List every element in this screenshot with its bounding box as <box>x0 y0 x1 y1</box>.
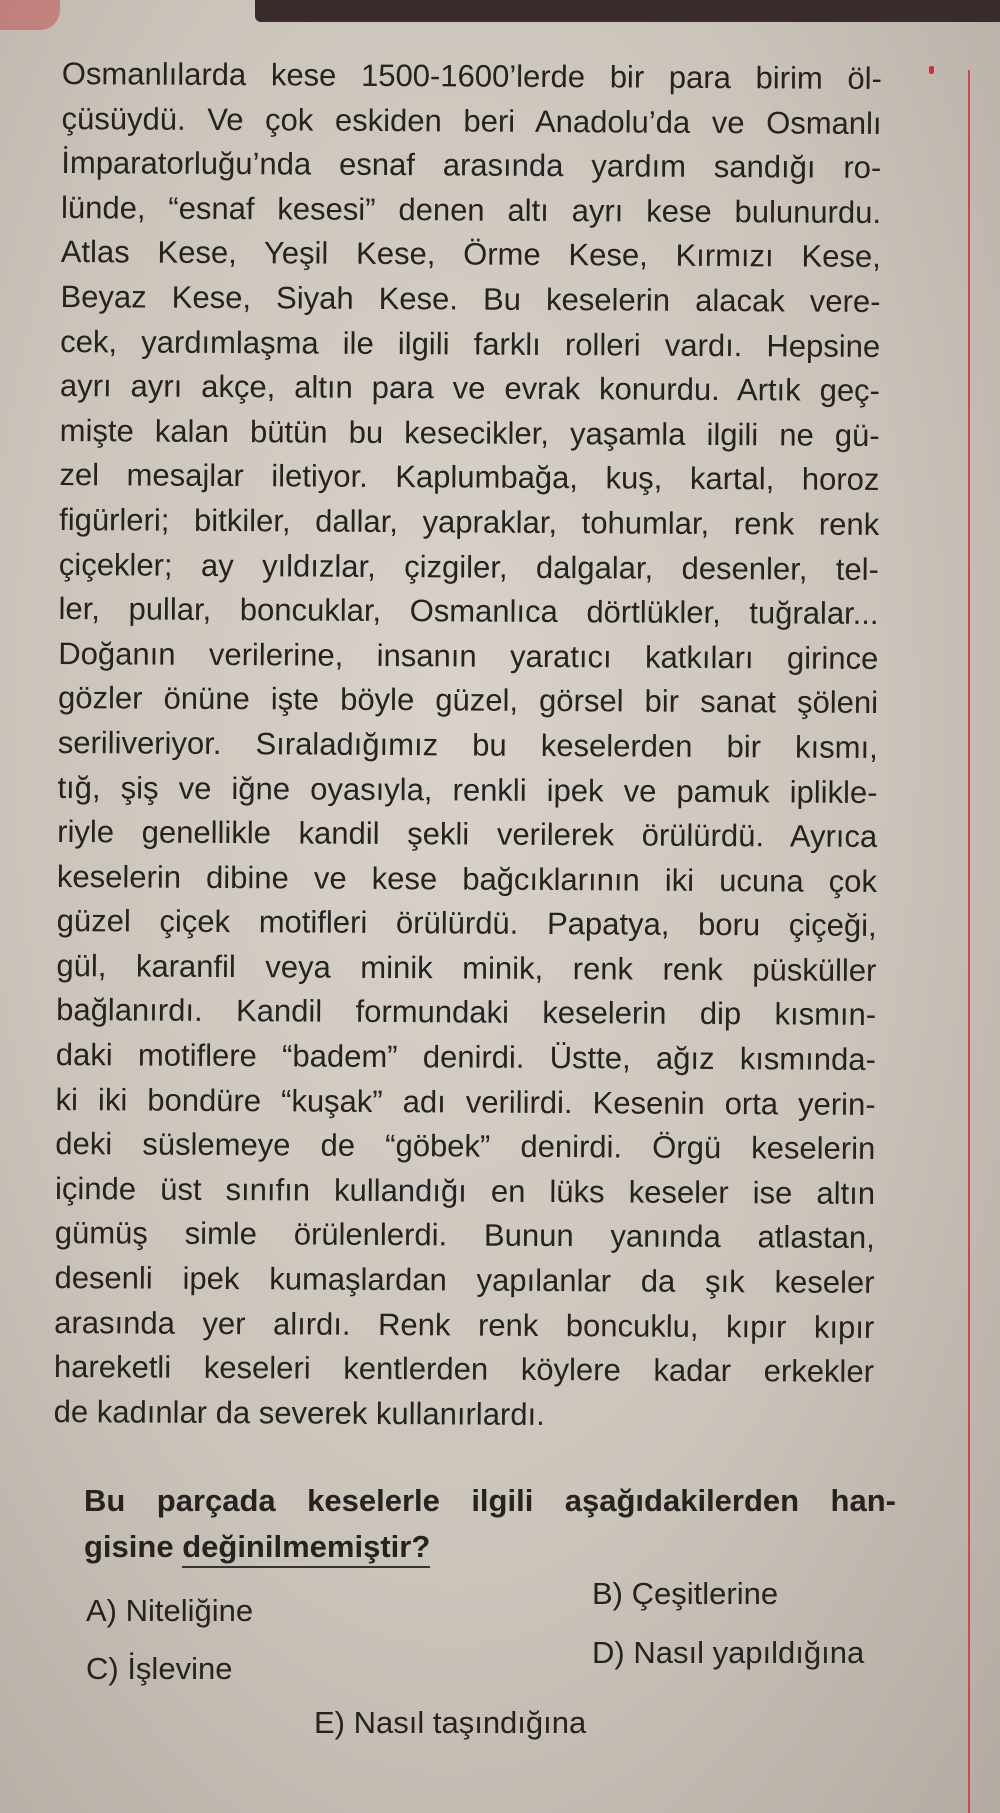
passage-line: de kadınlar da severek kullanırlardı. <box>53 1393 545 1432</box>
page-edge-mark <box>0 0 60 30</box>
passage-line: seriliveriyor. Sıraladığımız bu keselerden bir kısmı, <box>57 724 878 765</box>
passage-line: İmparatorluğu’nda esnaf arasında yardım sandığı ro- <box>61 145 882 186</box>
question-line-1: Bu parçada keselerle ilgili aşağıdakilerden han- <box>84 1483 896 1518</box>
passage-line: gözler önüne işte böyle güzel, görsel bir sanat şöleni <box>57 680 879 721</box>
passage-line: lünde, “esnaf kesesi” denen altı ayrı kese bulunurdu. <box>60 189 882 230</box>
passage-line: içinde üst sınıfın kullandığı en lüks keseler ise altın <box>54 1170 876 1211</box>
passage-line: desenli ipek kumaşlardan yapılanlar da şık keseler <box>54 1260 875 1301</box>
reading-passage <box>54 52 882 1439</box>
margin-mark <box>929 66 934 74</box>
option-b[interactable]: B) Çeşitlerine <box>592 1576 779 1611</box>
option-d[interactable]: D) Nasıl yapıldığına <box>592 1635 865 1670</box>
passage-line: keselerin dibine ve kese bağcıklarının iki ucuna çok <box>56 858 878 899</box>
passage-line: cek, yardımlaşma ile ilgili farklı rolleri vardı. Hepsine <box>60 323 881 364</box>
margin-red-line <box>968 70 970 1813</box>
passage-line: bağlanırdı. Kandil formundaki keselerin dip kısmın- <box>56 992 877 1033</box>
passage-line: ayrı ayrı akçe, altın para ve evrak konurdu. Artık geç- <box>59 368 881 409</box>
option-e[interactable]: E) Nasıl taşındığına <box>314 1705 587 1740</box>
top-dark-strip <box>255 0 1000 22</box>
passage-line: Doğanın verilerine, insanın yaratıcı katkıları girince <box>58 635 879 676</box>
passage-line: figürleri; bitkiler, dallar, yapraklar, tohumlar, renk renk <box>59 501 880 542</box>
question-stem <box>84 1478 896 1570</box>
passage-line: çüsüydü. Ve çok eskiden beri Anadolu’da ve Osmanlı <box>61 100 882 141</box>
passage-line: Beyaz Kese, Siyah Kese. Bu keselerin alacak vere- <box>60 278 881 319</box>
passage-line: ler, pullar, boncuklar, Osmanlıca dörtlükler, tuğralar... <box>58 591 879 632</box>
passage-line: çiçekler; ay yıldızlar, çizgiler, dalgalar, desenler, tel- <box>58 546 879 587</box>
question-line-2 <box>84 1524 896 1570</box>
passage-line: Osmanlılarda kese 1500-1600’lerde bir para birim öl- <box>61 55 882 97</box>
option-a[interactable]: A) Niteliğine <box>86 1593 254 1628</box>
passage-line: daki motiflere “badem” denirdi. Üstte, ağız kısmında- <box>55 1037 876 1078</box>
passage-line: gül, karanfil veya minik minik, renk renk püsküller <box>56 947 877 988</box>
passage-line: gümüş simle örülenlerdi. Bunun yanında atlastan, <box>54 1215 875 1256</box>
passage-line: hareketli keseleri kentlerden köylere kadar erkekler <box>53 1349 875 1390</box>
question-text: gisine <box>84 1529 183 1564</box>
passage-line: zel mesajlar iletiyor. Kaplumbağa, kuş, kartal, horoz <box>59 457 880 498</box>
passage-line: Atlas Kese, Yeşil Kese, Örme Kese, Kırmızı Kese, <box>60 234 881 275</box>
passage-line: mişte kalan bütün bu kesecikler, yaşamla ilgili ne gü- <box>59 412 880 453</box>
passage-line: güzel çiçek motifleri örülürdü. Papatya, boru çiçeği, <box>56 903 877 944</box>
passage-line: tığ, şiş ve iğne oyasıyla, renkli ipek ve pamuk iplikle- <box>57 769 878 810</box>
passage-line: ki iki bondüre “kuşak” adı verilirdi. Kesenin orta yerin- <box>55 1081 876 1122</box>
passage-line: riyle genellikle kandil şekli verilerek örülürdü. Ayrıca <box>57 814 878 855</box>
option-c[interactable]: C) İşlevine <box>86 1651 233 1686</box>
question-emphasis: değinilmemiştir? <box>182 1529 430 1568</box>
passage-line: deki süslemeye de “göbek” denirdi. Örgü keselerin <box>55 1126 876 1167</box>
passage-line: arasında yer alırdı. Renk renk boncuklu, kıpır kıpır <box>54 1304 875 1345</box>
